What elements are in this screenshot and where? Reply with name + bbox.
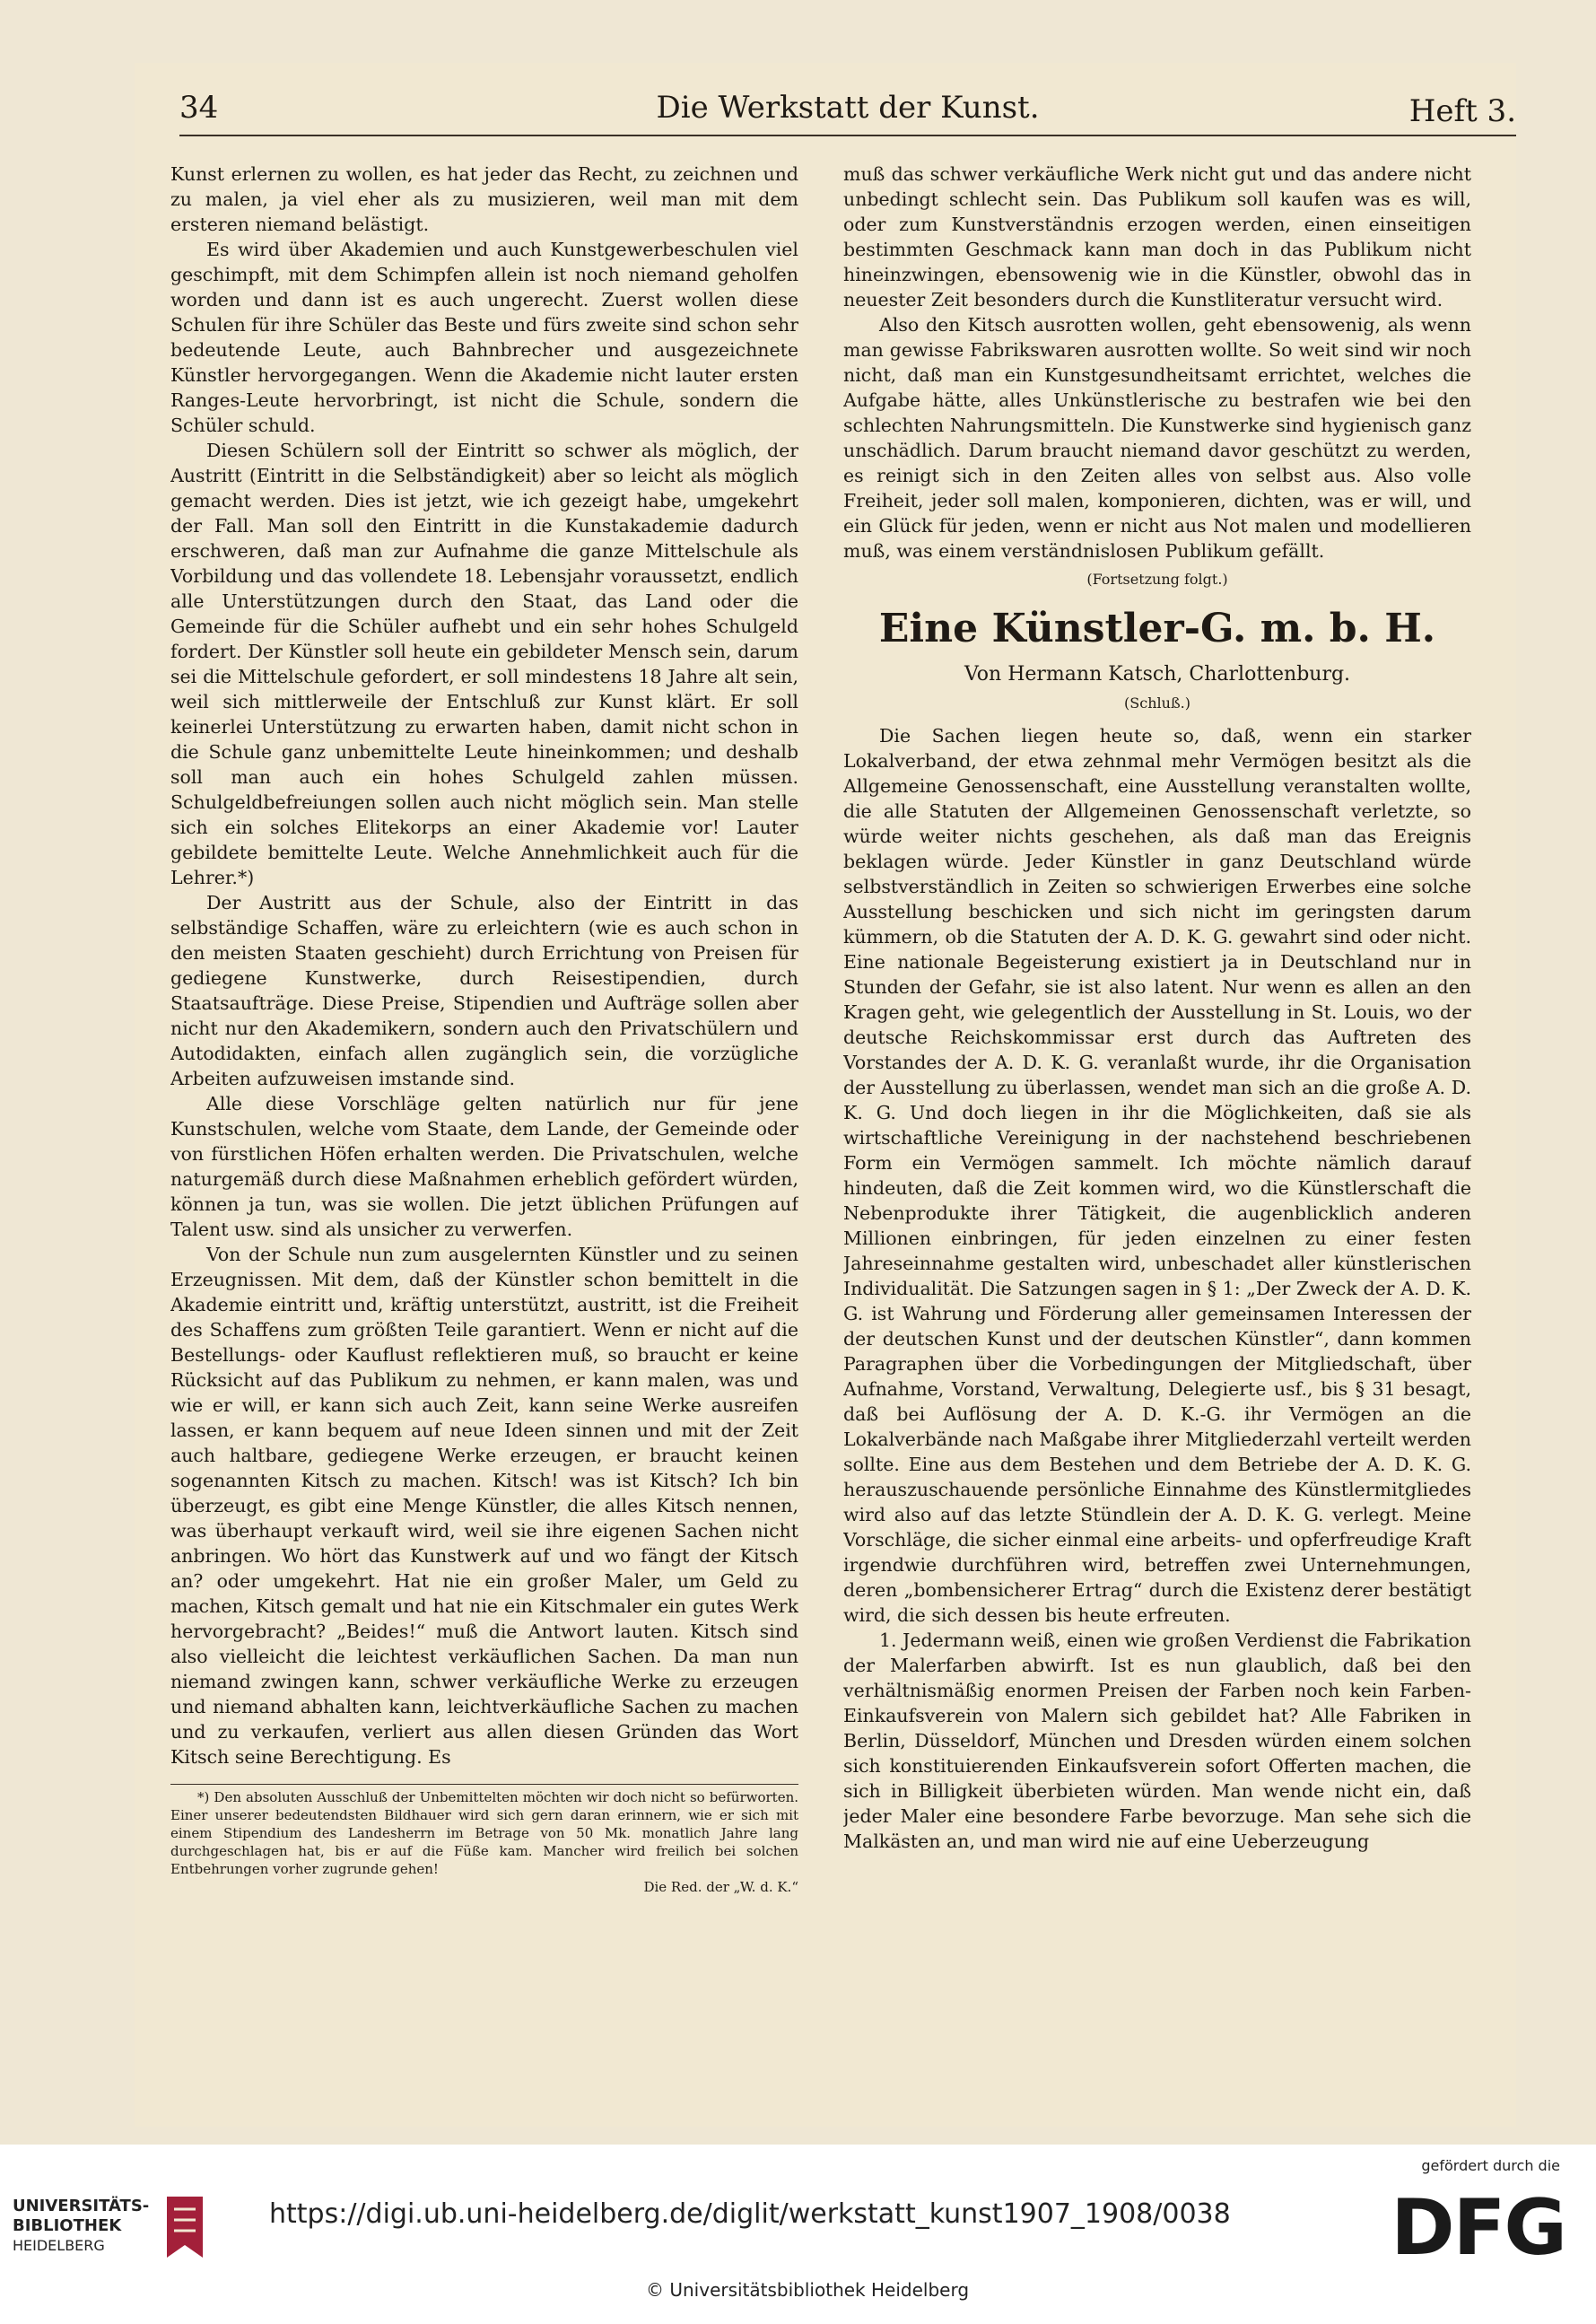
journal-title: Die Werkstatt der Kunst. bbox=[656, 90, 1040, 126]
paragraph: Diesen Schülern soll der Eintritt so schwer als möglich, der Austritt (Eintritt in die Selbständigkeit) aber so leicht als möglich gemacht werden. Dies ist jetzt, wie ich gezeigt habe, umgekehrt der Fall. Man soll den Eintritt in die Kunstakademie dadurch erschweren, daß man zur Aufnahme die ganze Mittelschule als Vorbildung und das vollendete 18. Lebensjahr voraussetzt, endlich alle Unterstützungen durch den Staat, das Land oder die Gemeinde für die Schüler aufhebt und ein sehr hohes Schulgeld fordert. Der Künstler soll heute ein gebildeter Mensch sein, darum sei die Mittelschule gefordert, er soll mindestens 18 Jahre alt sein, weil sich mittlerweile der Entschluß zur Kunst klärt. Er soll keinerlei Unterstützung zu erwarten haben, damit nicht schon in die Schule ganz unbemittelte Leute hineinkommen; und deshalb soll man auch ein hohes Schulgeld zahlen müssen. Schulgeldbefreiungen sollen auch nicht möglich sein. Man stelle sich ein solches Elitekorps an einer Akademie vor! Lauter gebildete bemittelte Leute. Welche Annehmlichkeit auch für die Lehrer.*) bbox=[170, 440, 798, 888]
article-part-note: (Schluß.) bbox=[1124, 695, 1190, 712]
library-name-line: BIBLIOTHEK bbox=[13, 2216, 122, 2235]
paragraph: 1. Jedermann weiß, einen wie großen Verdienst die Fabrikation der Malerfarben abwirft. Ist es nun glaublich, daß bei den verhältnismäßig enormen Preisen der Farben noch kein Farben-Einkaufsverein von Malern sich gebildet hat? Alle Fabriken in Berlin, Düsseldorf, München und Dresden würden einem solchen sich konstituierenden Einkaufsverein sofort Offerten machen, die sich in Billigkeit überbieten würden. Man wende nicht ein, daß jeder Maler eine besondere Farbe bevorzuge. Man sehe sich die Malkästen an, und man wird nie auf eine Ueberzeugung bbox=[843, 1629, 1471, 1852]
paragraph: Der Austritt aus der Schule, also der Eintritt in das selbständige Schaffen, wäre zu erleichtern (wie es auch schon in den meisten Staaten geschieht) durch Errichtung von Preisen für gediegene Kunstwerke, durch Reisestipendien, durch Staatsaufträge. Diese Preise, Stipendien und Aufträge sollen aber nicht nur den Akademikern, sondern auch den Privatschülern und Autodidakten, einfach allen zugänglich sein, die vorzügliche Arbeiten aufzuweisen imstande sind. bbox=[170, 892, 798, 1089]
copyright-notice: © Universitätsbibliothek Heidelberg bbox=[646, 2279, 970, 2301]
paragraph: Von der Schule nun zum ausgelernten Künstler und zu seinen Erzeugnissen. Mit dem, daß der Künstler schon bemittelt in die Akademie eintritt und, kräftig unterstützt, austritt, ist die Freiheit des Schaffens zum größten Teile garantiert. Wenn er nicht auf die Bestellungs- oder Kauflust reflektieren muß, so braucht er keine Rücksicht auf das Publikum zu nehmen, er kann malen, was und wie er will, er kann sich auch Zeit, kann seine Werke ausreifen lassen, er kann bequem auf neue Ideen sinnen und mit der Zeit auch haltbare, gediegene Werke erzeugen, er braucht keinen sogenannten Kitsch zu machen. Kitsch! was ist Kitsch? Ich bin überzeugt, es gibt eine Menge Künstler, die alles Kitsch nennen, was überhaupt verkauft wird, weil sie ihre eigenen Sachen nicht anbringen. Wo hört das Kunstwerk auf und wo fängt der Kitsch an? oder umgekehrt. Hat nie ein großer Maler, um Geld zu machen, Kitsch gemalt und hat nie ein Kitschmaler ein gutes Werk hervorgebracht? „Beides!“ muß die Antwort lauten. Kitsch sind also vielleicht die leichtest verkäuflichen Sachen. Da man nun niemand zwingen kann, schwer verkäufliche Werke zu erzeugen und niemand abhalten kann, leichtverkäufliche Sachen zu machen und zu verkaufen, verliert aus allen diesen Gründen das Wort Kitsch seine Berechtigung. Es bbox=[170, 1244, 798, 1768]
library-name-line: UNIVERSITÄTS- bbox=[13, 2197, 150, 2215]
footnote-text: *) Den absoluten Ausschluß der Unbemittelten möchten wir doch nicht so befürworten. Einer unserer bedeutendsten Bildhauer wird sich gern daran erinnern, wie er sich mit einem Stipendium des Landesherrn im Betrage von 50 Mk. monatlich Jahre lang durchgeschlagen hat, bis er auf die Füße kam. Mancher wird freilich bei solchen Entbehrungen vorher zugrunde gehen! bbox=[170, 1789, 798, 1877]
paragraph: Alle diese Vorschläge gelten natürlich nur für jene Kunstschulen, welche vom Staate, dem Lande, der Gemeinde oder von fürstlichen Höfen erhalten werden. Die Privatschulen, welche naturgemäß durch diese Maßnahmen erheblich gefördert würden, können ja tun, was sie wollen. Die jetzt üblichen Prüfungen auf Talent usw. sind als unsicher zu verwerfen. bbox=[170, 1093, 798, 1240]
scanned-page bbox=[135, 63, 1516, 2127]
dfg-logo[interactable]: DFG bbox=[1391, 2183, 1565, 2273]
footnote bbox=[170, 1784, 798, 1896]
left-column bbox=[170, 162, 798, 2118]
article-author: Von Hermann Katsch, Charlottenburg. bbox=[964, 663, 1351, 686]
library-seal-icon bbox=[161, 2191, 208, 2263]
viewer-footer bbox=[0, 2145, 1596, 2324]
continuation-note: (Fortsetzung folgt.) bbox=[1086, 571, 1228, 588]
funding-note: gefördert durch die bbox=[1421, 2157, 1560, 2174]
issue-number: Heft 3. bbox=[1408, 93, 1516, 129]
page-number: 34 bbox=[179, 90, 219, 126]
paragraph: Kunst erlernen zu wollen, es hat jeder das Recht, zu zeichnen und zu malen, ja viel eher als zu musizieren, weil man mit dem ersteren niemand belästigt. bbox=[170, 163, 798, 235]
running-header bbox=[179, 81, 1516, 136]
paragraph: Es wird über Akademien und auch Kunstgewerbeschulen viel geschimpft, mit dem Schimpfen allein ist noch niemand geholfen worden und dann ist es auch ungerecht. Zuerst wollen diese Schulen für ihre Schüler das Beste und fürs zweite sind schon sehr bedeutende Leute, auch Bahnbrecher und ausgezeichnete Künstler hervorgegangen. Wenn die Akademie nicht lauter ersten Ranges-Leute hervorbringt, ist nicht die Schule, sondern die Schüler schuld. bbox=[170, 239, 798, 436]
footnote-signature: Die Red. der „W. d. K.“ bbox=[643, 1879, 798, 1895]
library-name-line: HEIDELBERG bbox=[13, 2237, 105, 2254]
paragraph: muß das schwer verkäufliche Werk nicht gut und das andere nicht unbedingt schlecht sein. Das Publikum soll kaufen was es will, oder zum Kunstverständnis erzogen werden, einen einseitigen bestimmten Geschmack kann man doch in das Publikum nicht hineinzwingen, ebensowenig wie in die Künstler, obwohl das in neuester Zeit besonders durch die Kunstliteratur versucht wird. bbox=[843, 163, 1471, 310]
article-title: Eine Künstler-G. m. b. H. bbox=[878, 606, 1436, 651]
library-logo[interactable] bbox=[13, 2197, 149, 2256]
right-column bbox=[843, 162, 1471, 2118]
paragraph: Die Sachen liegen heute so, daß, wenn ein starker Lokalverband, der etwa zehnmal mehr Vermögen besitzt als die Allgemeine Genossenschaft, eine Ausstellung veranstalten wollte, die alle Statuten der Allgemeinen Genossenschaft verletzte, so würde weiter nichts geschehen, als daß man das Ereignis beklagen würde. Jeder Künstler in ganz Deutschland würde selbstverständlich in Zeiten so schwierigen Erwerbes eine solche Ausstellung beschicken und sich nicht im geringsten darum kümmern, ob die Statuten der A. D. K. G. gewahrt sind oder nicht. Eine nationale Begeisterung existiert ja in Deutschland nur in Stunden der Gefahr, sie ist also latent. Nur wenn es allen an den Kragen geht, wie gelegentlich der Ausstellung in St. Louis, wo der deutsche Reichskommissar erst durch das Auftreten des Vorstandes der A. D. K. G. veranlaßt wurde, ihr die Organisation der Ausstellung zu überlassen, wendet man sich an die große A. D. K. G. Und doch liegen in ihr die Möglichkeiten, daß sie als wirtschaftliche Vereinigung in der nachstehend beschriebenen Form ein Vermögen sammelt. Ich möchte nämlich darauf hindeuten, daß die Zeit kommen wird, wo die Künstlerschaft die Nebenprodukte ihrer Tätigkeit, die augenblicklich anderen Millionen einbringen, für jeden einzelnen zu einer festen Jahreseinnahme gestalten wird, unbeschadet aller künstlerischen Individualität. Die Satzungen sagen in § 1: „Der Zweck der A. D. K. G. ist Wahrung und Förderung aller gemeinsamen Interessen der der deutschen Kunst und der deutschen Künstler“, dann kommen Paragraphen über die Vorbedingungen der Mitgliedschaft, über Aufnahme, Vorstand, Verwaltung, Delegierte usf., bis § 31 besagt, daß bei Auflösung der A. D. K.-G. ihr Vermögen an die Lokalverbände nach Maßgabe ihrer Mitgliederzahl verteilt werden sollte. Eine aus dem Bestehen und dem Betriebe der A. D. K. G. herauszuschauende persönliche Einnahme des Künstlermitgliedes wird also auf das letzte Stündlein der A. D. K. G. verlegt. Meine Vorschläge, die sicher einmal eine arbeits- und opferfreudige Kraft irgendwie durchführen wird, betreffen zwei Unternehmungen, deren „bombensicherer Ertrag“ durch die Existenz derer bestätigt wird, die sich dessen bis heute erfreuten. bbox=[843, 725, 1471, 1626]
paragraph: Also den Kitsch ausrotten wollen, geht ebensowenig, als wenn man gewisse Fabrikswaren ausrotten wollte. So weit sind wir noch nicht, daß man ein Kunstgesundheitsamt errichtet, welches die Aufgabe hätte, alles Unkünstlerische zu bestrafen wie bei den schlechten Nahrungsmitteln. Die Kunstwerke sind hygienisch ganz unschädlich. Darum braucht niemand davor geschützt zu werden, es reinigt sich in den Zeiten alles von selbst aus. Also volle Freiheit, jeder soll malen, komponieren, dichten, was er will, und ein Glück für jeden, wenn er nicht aus Not malen und modellieren muß, was einem verständnislosen Publikum gefällt. bbox=[843, 314, 1471, 562]
permalink-url[interactable]: https://digi.ub.uni-heidelberg.de/diglit/werkstatt_kunst1907_1908/0038 bbox=[269, 2198, 1231, 2230]
